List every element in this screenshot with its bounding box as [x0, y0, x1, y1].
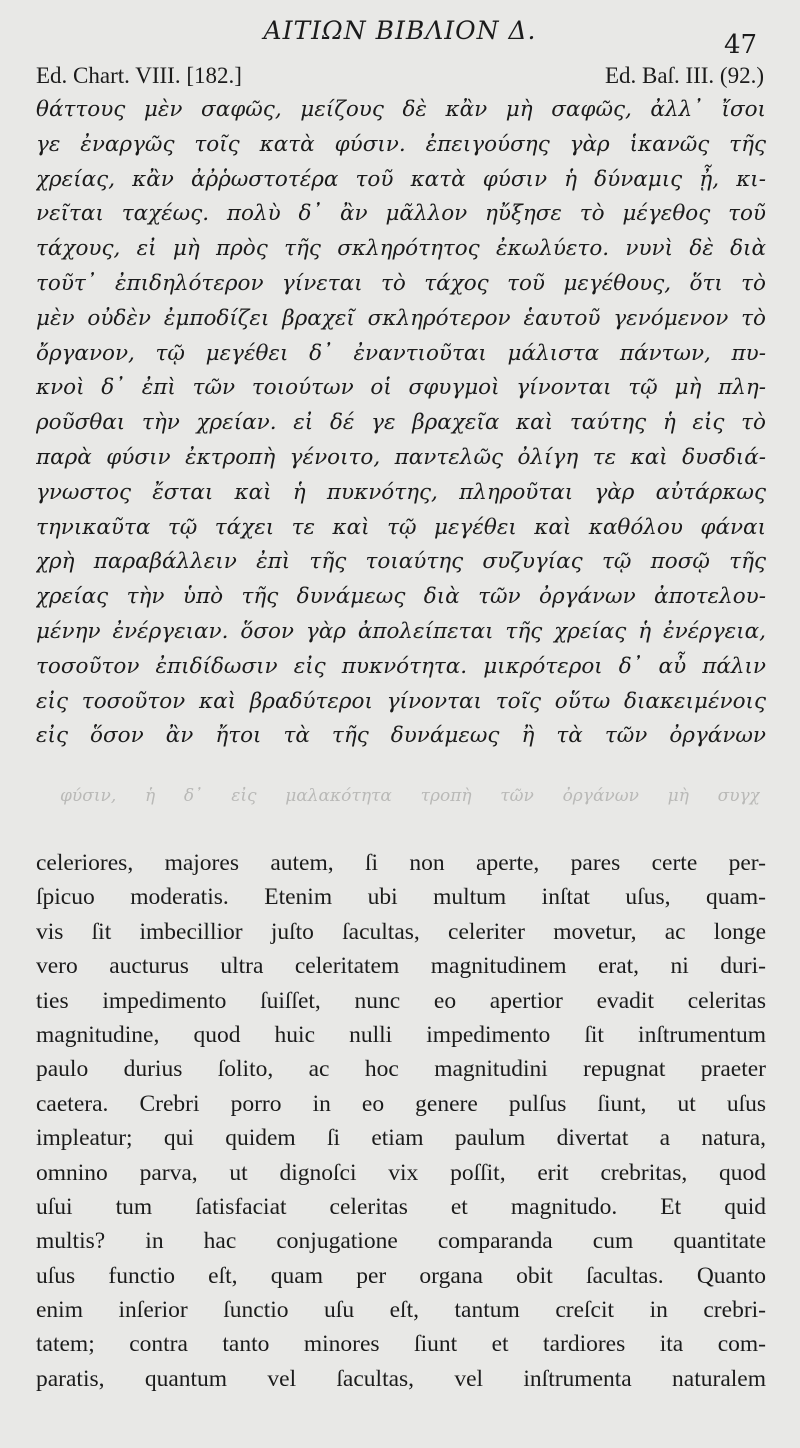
greek-text-line: χρὴ παραβάλλειν ἐπὶ τῆς τοιαύτης συζυγίας τῷ ποσῷ τῆς — [36, 549, 766, 575]
greek-text-line: χρείας τὴν ὑπὸ τῆς δυνάμεως διὰ τῶν ὀργάνων ἀποτελου- — [36, 584, 766, 610]
latin-text-line: tatem; contra tanto minores ſiunt et tardiores ita com- — [36, 1331, 766, 1358]
latin-text-line: multis? in hac conjugatione comparanda cum quantitate — [36, 1228, 766, 1255]
page-number: 47 — [724, 30, 758, 60]
latin-text-line: uſus functio eſt, quam per organa obit ſacultas. Quanto — [36, 1262, 766, 1289]
greek-text-block — [36, 93, 766, 754]
greek-text-line: τάχους, εἰ μὴ πρὸς τῆς σκληρότητος ἐκωλύετο. νυνὶ δὲ διὰ — [36, 236, 766, 262]
greek-text-line: τηνικαῦτα τῷ τάχει τε καὶ τῷ μεγέθει καὶ καθόλου φάναι — [36, 514, 766, 540]
greek-text-line: τοῦτ᾽ ἐπιδηλότερον γίνεται τὸ τάχος τοῦ μεγέθους, ὅτι τὸ — [36, 270, 766, 296]
latin-text-line: paratis, quantum vel ſacultas, vel inſtrumenta naturalem — [36, 1365, 766, 1392]
edition-reference-chartier: Ed. Chart. VIII. [182.] — [36, 63, 242, 88]
greek-text-line: γνωστος ἔσται καὶ ἡ πυκνότης, πληροῦται γὰρ αὐτάρκως — [36, 479, 766, 505]
greek-text-line: παρὰ φύσιν ἐκτροπὴ γένοιτο, παντελῶς ὀλίγη τε καὶ δυσδιά- — [36, 444, 766, 470]
latin-translation-block — [36, 846, 766, 1396]
greek-text-line: θάττους μὲν σαφῶς, μείζους δὲ κἂν μὴ σαφῶς, ἀλλ᾽ ἴσοι — [36, 97, 766, 122]
latin-text-line: uſui tum ſatisfaciat celeritas et magnitudo. Et quid — [36, 1193, 766, 1220]
greek-text-line: κνοὶ δ᾽ ἐπὶ τῶν τοιούτων οἱ σφυγμοὶ γίνονται τῷ μὴ πλη- — [36, 375, 766, 401]
latin-text-line: ſpicuo moderatis. Etenim ubi multum inſtat uſus, quam- — [36, 884, 766, 911]
latin-text-line: celeriores, majores autem, ſi non aperte, pares certe per- — [36, 850, 766, 876]
latin-text-line: omnino parva, ut dignoſci vix poſſit, erit crebritas, quod — [36, 1159, 766, 1186]
bleed-through-text: φύσιν, ἡ δ᾽ εἰς μαλακότητα τροπὴ τῶν ὀργάνων μὴ συγχ — [60, 786, 760, 806]
latin-text-line: ties impedimento ſuiſſet, nunc eo apertior evadit celeritas — [36, 987, 766, 1014]
latin-text-line: vero aucturus ultra celeritatem magnitudinem erat, ni duri- — [36, 953, 766, 980]
latin-text-line: paulo durius ſolito, ac hoc magnitudini repugnat praeter — [36, 1056, 766, 1083]
latin-text-line: caetera. Crebri porro in eo genere pulſus ſiunt, ut uſus — [36, 1090, 766, 1117]
greek-text-line: χρείας, κἂν ἀῤῥωστοτέρα τοῦ κατὰ φύσιν ἡ δύναμις ᾖ, κι- — [36, 166, 766, 192]
greek-text-line: μένην ἐνέργειαν. ὅσον γὰρ ἀπολείπεται τῆς χρείας ἡ ἐνέργεια, — [36, 618, 766, 644]
latin-text-line: magnitudine, quod huic nulli impedimento ſit inſtrumentum — [36, 1021, 766, 1048]
running-title: ΑΙΤΙΩΝ ΒΙΒΛΙΟΝ Δ. — [263, 16, 537, 45]
greek-text-line: γε ἐναργῶς τοῖς κατὰ φύσιν. ἐπειγούσης γὰρ ἱκανῶς τῆς — [36, 131, 766, 157]
greek-text-line: τοσοῦτον ἐπιδίδωσιν εἰς πυκνότητα. μικρότεροι δ᾽ αὖ πάλιν — [36, 653, 766, 679]
greek-text-line: εἰς τοσοῦτον καὶ βραδύτεροι γίνονται τοῖς οὕτω διακειμένοις — [36, 688, 766, 714]
greek-text-line: νεῖται ταχέως. πολὺ δ᾽ ἂν μᾶλλον ηὔξησε τὸ μέγεθος τοῦ — [36, 201, 766, 227]
greek-text-line: ροῦσθαι τὴν χρείαν. εἰ δέ γε βραχεῖα καὶ ταύτης ἡ εἰς τὸ — [36, 410, 766, 436]
greek-text-line: μὲν οὐδὲν ἐμποδίζει βραχεῖ σκληρότερον ἑαυτοῦ γενόμενον τὸ — [36, 305, 766, 331]
latin-text-line: impleatur; qui quidem ſi etiam paulum divertat a natura, — [36, 1125, 766, 1152]
greek-text-line: ὄργανον, τῷ μεγέθει δ᾽ ἐναντιοῦται μάλιστα πάντων, πυ- — [36, 340, 766, 366]
edition-reference-basel: Ed. Baſ. III. (92.) — [604, 63, 764, 88]
latin-text-line: vis ſit imbecillior juſto ſacultas, celeriter movetur, ac longe — [36, 918, 766, 945]
latin-text-line: enim inſerior ſunctio uſu eſt, tantum creſcit in crebri- — [36, 1297, 766, 1324]
greek-text-line: εἰς ὅσον ἂν ἤτοι τὰ τῆς δυνάμεως ἢ τὰ τῶν ὀργάνων — [36, 723, 766, 749]
